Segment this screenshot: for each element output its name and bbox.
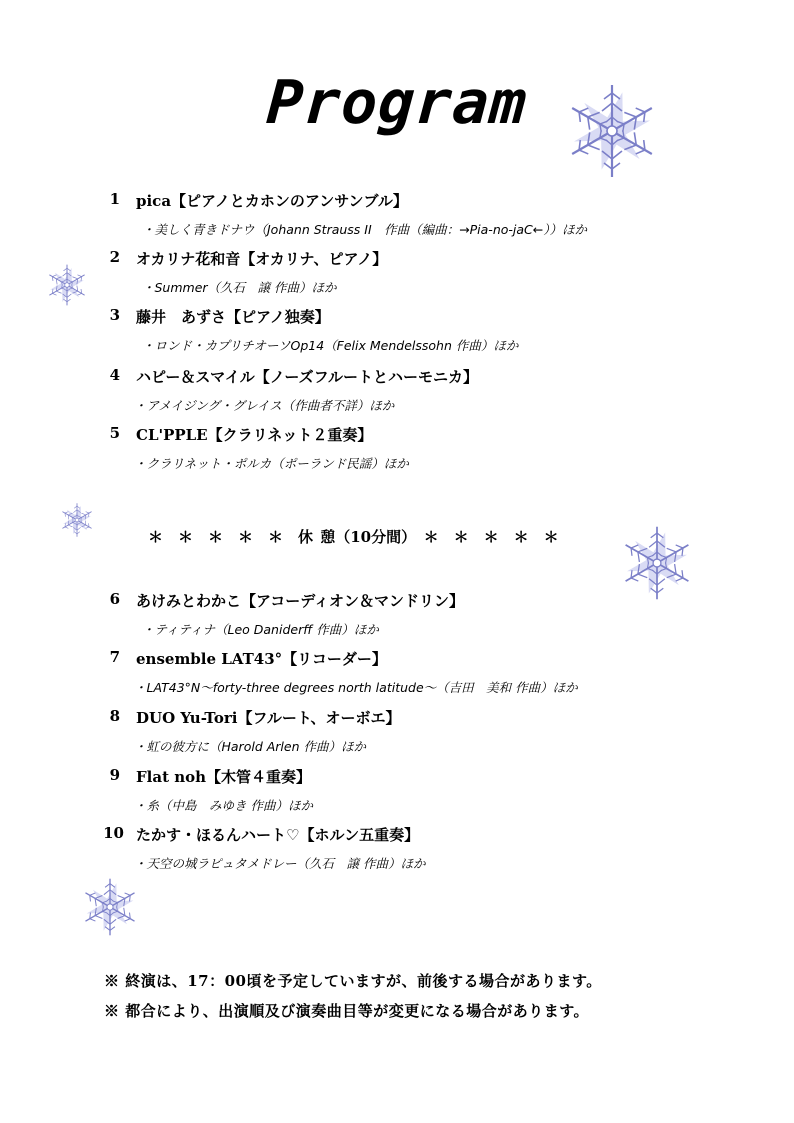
piece-title: ・虹の彼方に（Harold Arlen 作曲）ほか: [134, 739, 366, 754]
item-number: 2: [109, 248, 120, 266]
notice-changes: ※ 都合により、出演順及び演奏曲目等が変更になる場合があります。: [104, 1002, 590, 1020]
performer-name: オカリナ花和音【オカリナ、ピアノ】: [136, 250, 388, 268]
performer-name: Flat noh【木管４重奏】: [136, 768, 312, 786]
piece-title: ・クラリネット・ポルカ（ポーランド民謡）ほか: [134, 456, 409, 471]
piece-title: ・Summer（久石 譲 作曲）ほか: [142, 280, 337, 295]
page-title: Program: [264, 68, 530, 138]
item-number: 10: [103, 824, 124, 842]
performer-name: 藤井 あずさ【ピアノ独奏】: [136, 308, 330, 326]
snowflake-icon: [78, 874, 142, 940]
performer-name: たかす・ほるんハート♡【ホルン五重奏】: [136, 826, 420, 844]
piece-title: ・ティティナ（Leo Daniderff 作曲）ほか: [142, 622, 379, 637]
item-number: 9: [109, 766, 120, 784]
performer-name: ハピー＆スマイル【ノーズフルートとハーモニカ】: [136, 368, 479, 386]
piece-title: ・天空の城ラピュタメドレー（久石 譲 作曲）ほか: [134, 856, 426, 871]
item-number: 5: [109, 424, 120, 442]
snowflake-icon: [616, 518, 698, 608]
snowflake-icon: [58, 500, 96, 540]
intermission-line: ＊ ＊ ＊ ＊ ＊ 休 憩（10分間） ＊ ＊ ＊ ＊ ＊: [148, 528, 559, 546]
piece-title: ・美しく青きドナウ（Johann Strauss II 作曲（編曲：→Pia-no-jaC←））ほか: [142, 222, 587, 237]
performer-name: ensemble LAT43°【リコーダー】: [136, 650, 387, 668]
piece-title: ・アメイジング・グレイス（作曲者不詳）ほか: [134, 398, 395, 413]
performer-name: CL'PPLE【クラリネット２重奏】: [136, 426, 373, 444]
snowflake-icon: [560, 76, 664, 186]
item-number: 7: [109, 648, 120, 666]
performer-name: DUO Yu-Tori【フルート、オーボエ】: [136, 709, 401, 727]
performer-name: pica【ピアノとカホンのアンサンブル】: [136, 192, 408, 210]
item-number: 8: [109, 707, 120, 725]
piece-title: ・糸（中島 みゆき 作曲）ほか: [134, 798, 313, 813]
piece-title: ・ロンド・カプリチオーソOp14（Felix Mendelssohn 作曲）ほか: [142, 338, 519, 353]
item-number: 1: [109, 190, 120, 208]
snowflake-icon: [44, 262, 90, 308]
item-number: 4: [109, 366, 120, 384]
notice-end-time: ※ 終演は、17：00頃を予定していますが、前後する場合があります。: [104, 972, 602, 990]
performer-name: あけみとわかこ【アコーディオン＆マンドリン】: [136, 592, 465, 610]
item-number: 3: [109, 306, 120, 324]
piece-title: ・LAT43°N～forty-three degrees north latitude～（吉田 美和 作曲）ほか: [134, 680, 578, 695]
item-number: 6: [109, 590, 120, 608]
